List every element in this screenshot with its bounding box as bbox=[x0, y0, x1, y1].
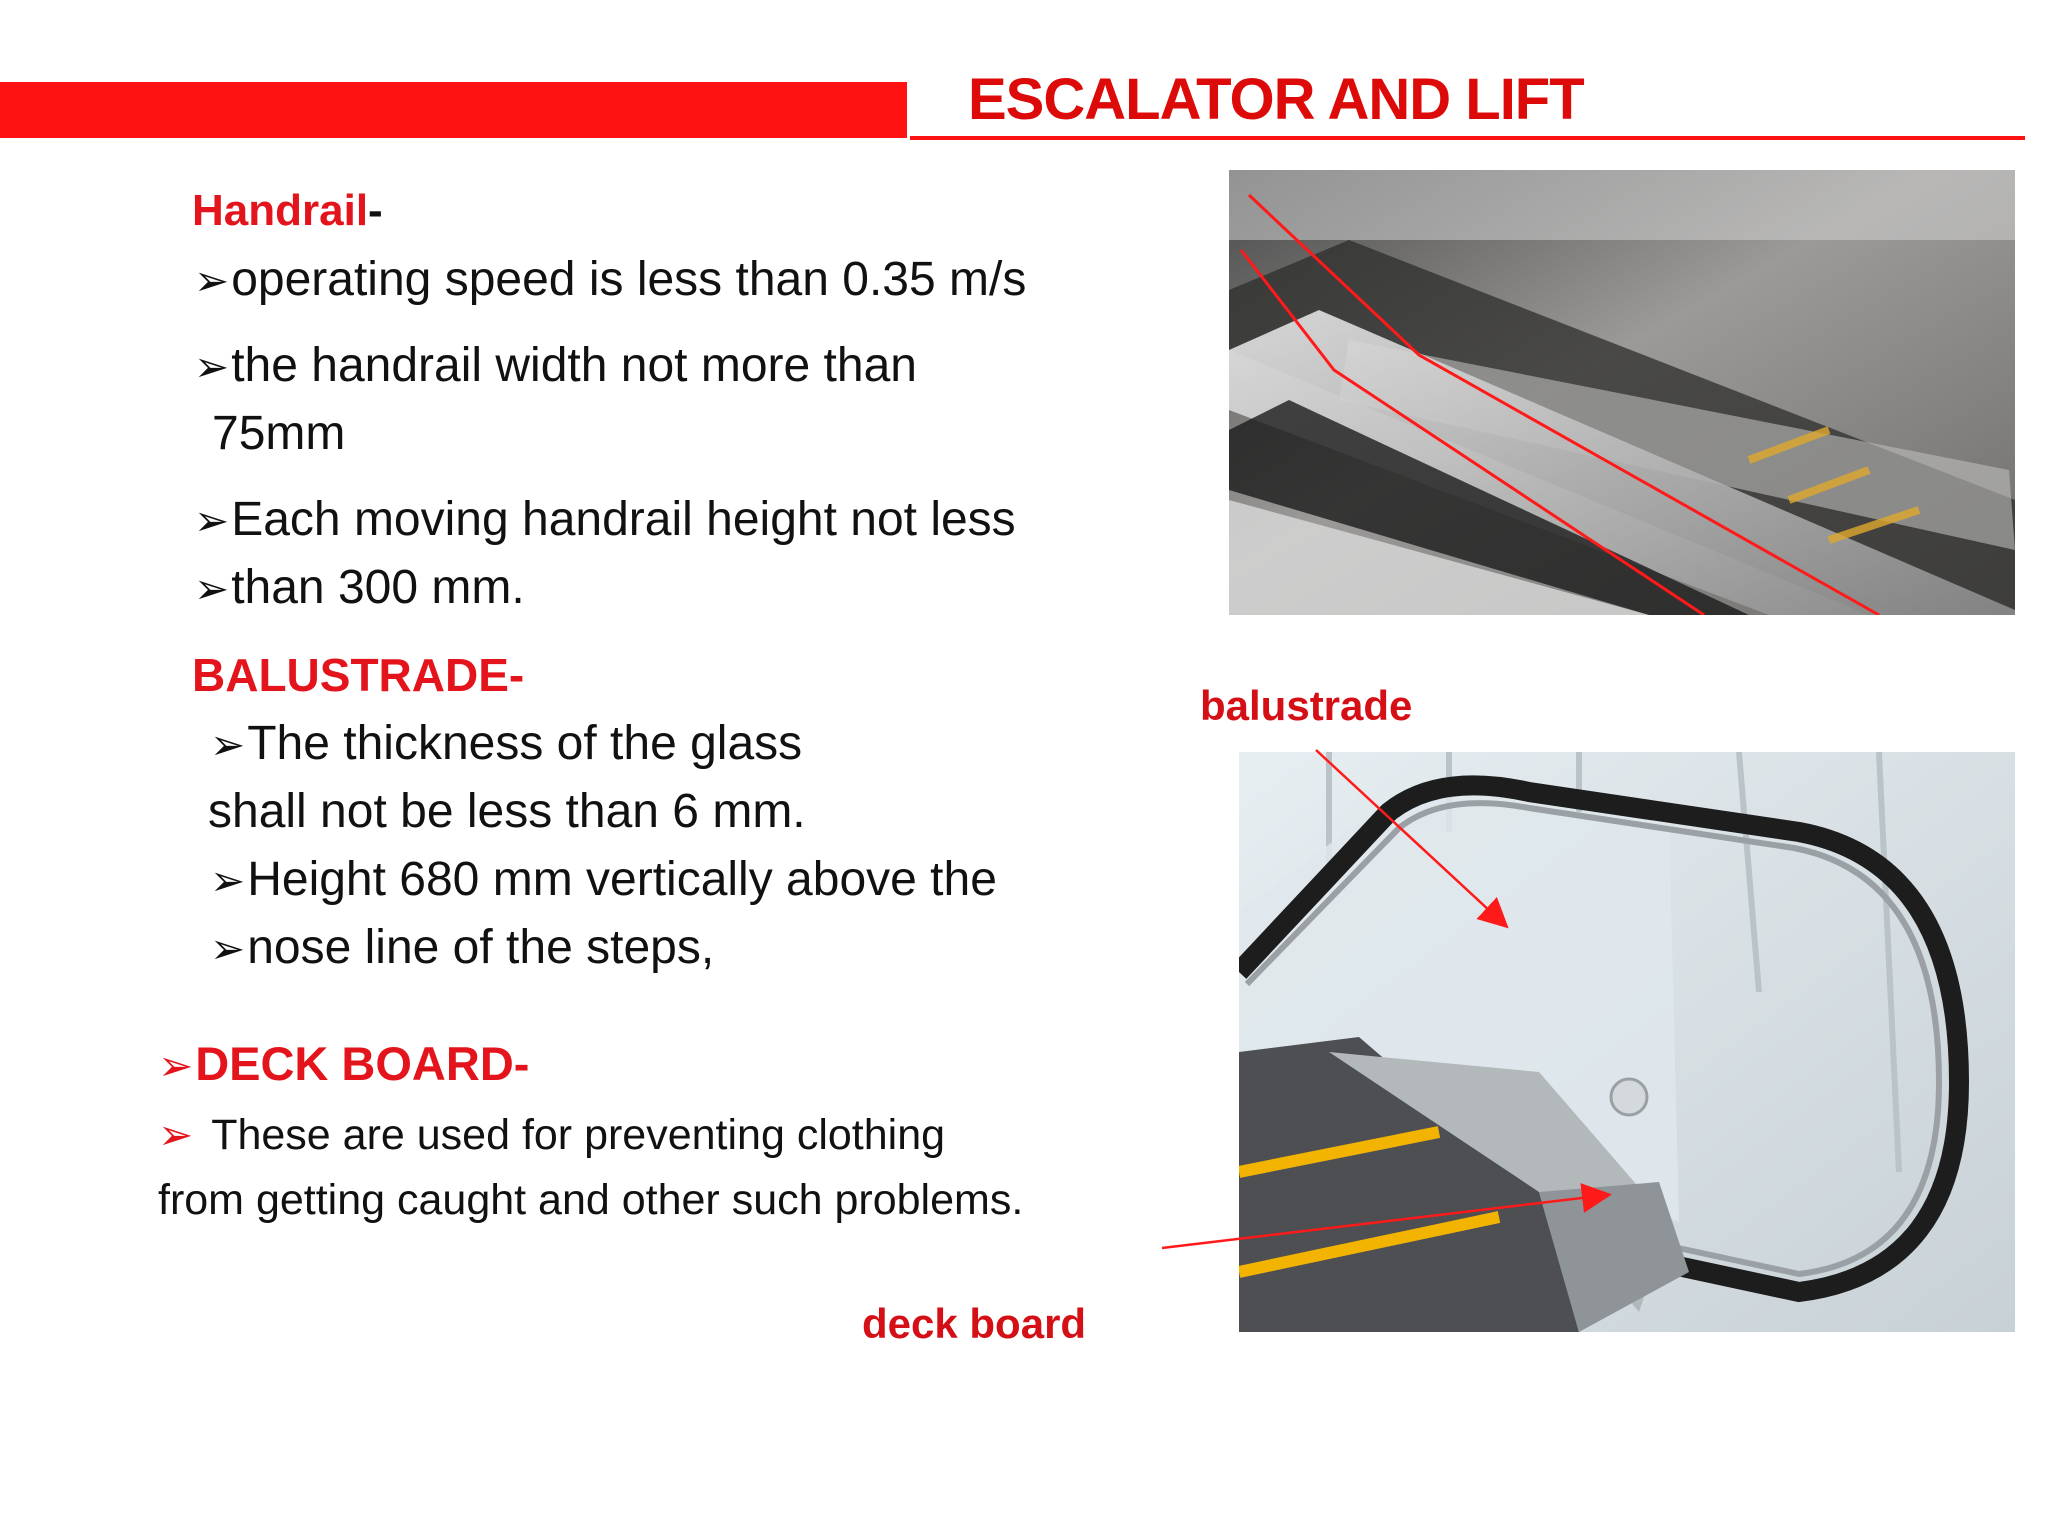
deck-board-text: These are used for preventing clothing bbox=[211, 1111, 946, 1159]
deck-board-heading-text: DECK BOARD- bbox=[195, 1037, 530, 1090]
deck-board-label: deck board bbox=[862, 1300, 1087, 1347]
list-item bbox=[210, 852, 997, 907]
escalator-photo bbox=[1239, 752, 2015, 1332]
bullet-text: operating speed is less than 0.35 m/s bbox=[231, 253, 1027, 306]
bullet-text: than 300 mm. bbox=[231, 561, 525, 614]
arrowhead-bullet-icon: ➢ bbox=[194, 497, 230, 544]
list-item bbox=[194, 252, 1026, 307]
arrowhead-bullet-icon: ➢ bbox=[194, 257, 230, 304]
bullet-continuation: 75mm bbox=[212, 407, 346, 460]
header-red-bar bbox=[0, 82, 907, 138]
list-item bbox=[210, 920, 714, 975]
handrail-photo bbox=[1229, 170, 2015, 615]
arrowhead-bullet-icon: ➢ bbox=[210, 925, 246, 972]
slide-title: ESCALATOR AND LIFT bbox=[968, 67, 1584, 132]
deck-board-text-line-2: from getting caught and other such problems. bbox=[158, 1176, 1024, 1224]
escalator-photo-drawing bbox=[1239, 752, 2015, 1332]
deck-board-text-line bbox=[158, 1110, 945, 1160]
arrowhead-bullet-icon: ➢ bbox=[158, 1111, 194, 1158]
list-item bbox=[194, 338, 917, 393]
bullet-text: The thickness of the glass bbox=[247, 717, 803, 770]
list-item bbox=[210, 716, 802, 771]
arrowhead-bullet-icon: ➢ bbox=[210, 857, 246, 904]
arrowhead-bullet-icon: ➢ bbox=[194, 343, 230, 390]
bullet-text: Height 680 mm vertically above the bbox=[247, 853, 997, 906]
deck-board-heading bbox=[158, 1036, 529, 1091]
handrail-heading bbox=[192, 186, 383, 236]
balustrade-label: balustrade bbox=[1200, 682, 1413, 729]
handrail-heading-dash: - bbox=[368, 186, 383, 235]
bullet-text: the handrail width not more than bbox=[231, 339, 917, 392]
arrowhead-bullet-icon: ➢ bbox=[158, 1042, 194, 1089]
balustrade-heading: BALUSTRADE- bbox=[192, 649, 525, 701]
arrowhead-bullet-icon: ➢ bbox=[194, 565, 230, 612]
bullet-text: nose line of the steps, bbox=[247, 921, 715, 974]
bullet-continuation: shall not be less than 6 mm. bbox=[208, 785, 806, 838]
arrowhead-bullet-icon: ➢ bbox=[210, 721, 246, 768]
bullet-text: Each moving handrail height not less bbox=[231, 493, 1016, 546]
title-underline bbox=[910, 136, 2025, 140]
handrail-heading-text: Handrail bbox=[192, 186, 369, 235]
list-item bbox=[194, 560, 525, 615]
handrail-photo-drawing bbox=[1229, 170, 2015, 615]
list-item bbox=[194, 492, 1016, 547]
